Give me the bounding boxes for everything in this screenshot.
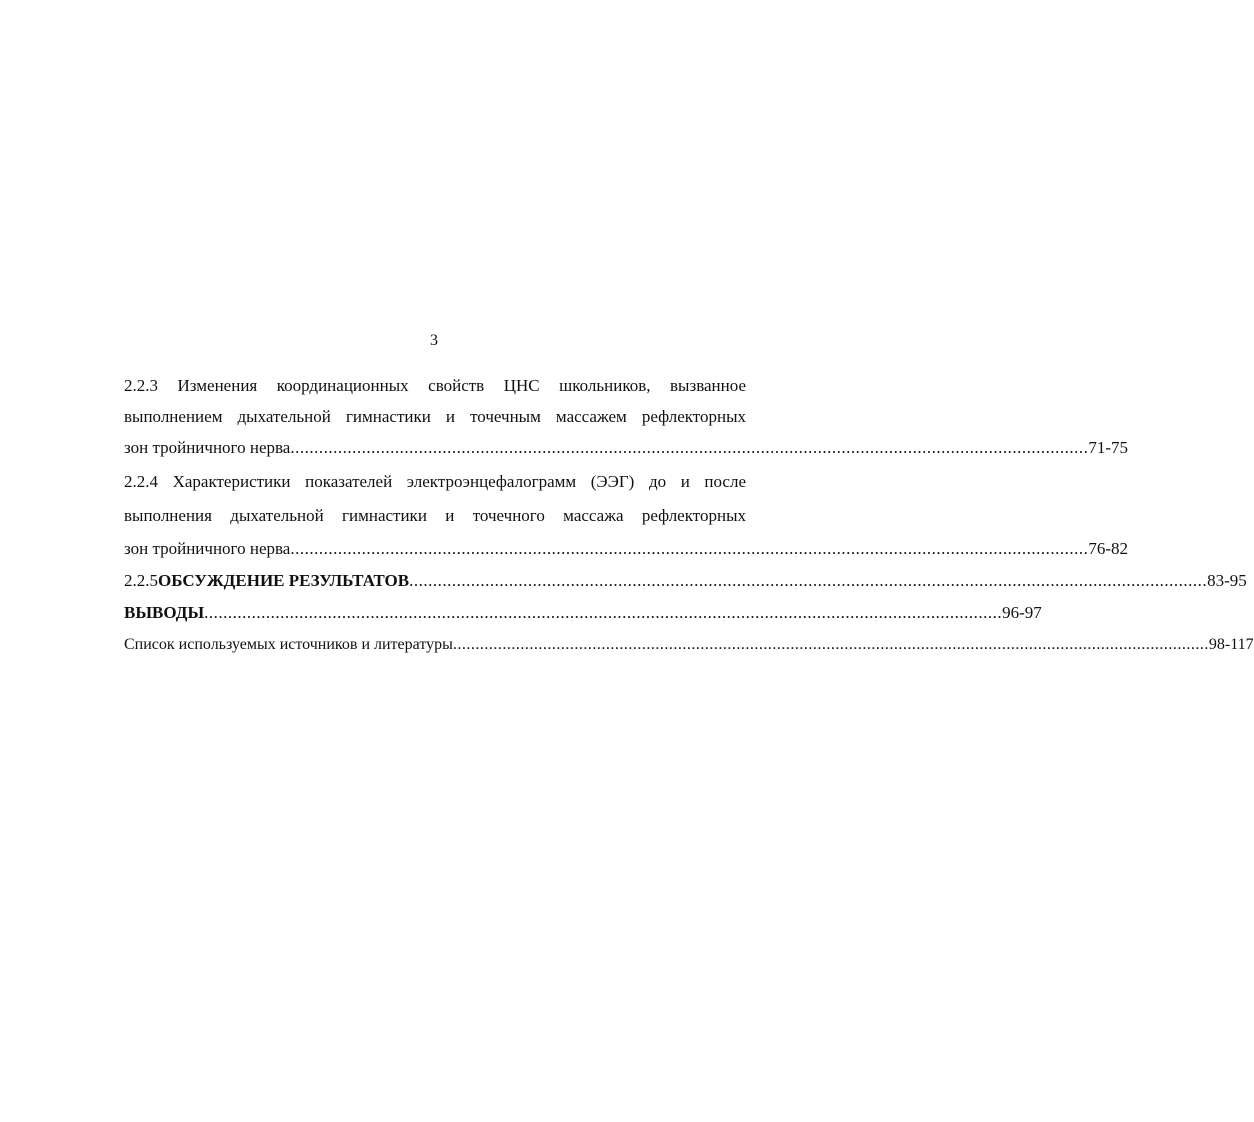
dot-leader: ........................................................................................................................................................................ <box>204 603 1003 622</box>
dot-leader: ........................................................................................................................................................................ <box>409 571 1208 590</box>
toc-page-range: 98-117 <box>1208 636 1254 653</box>
toc-entry-2-2-5 <box>124 567 1247 595</box>
toc-entry-2-2-4-line-3 <box>124 535 1129 563</box>
toc-entry-conclusions <box>124 599 1042 627</box>
toc-entry-2-2-4-line-2: выполнения дыхательной гимнастики и точечного массажа рефлекторных <box>124 506 746 525</box>
toc-entry-2-2-3-line-3 <box>124 434 1129 462</box>
dot-leader: ........................................................................................................................................................................ <box>290 539 1089 558</box>
toc-entry-title: ВЫВОДЫ <box>124 603 205 622</box>
toc-entry-2-2-3-line-2: выполнением дыхательной гимнастики и точечным массажем рефлекторных <box>124 407 746 426</box>
toc-page-range: 71-75 <box>1088 438 1129 457</box>
page-number: 3 <box>430 332 438 349</box>
dot-leader: ........................................................................................................................................................................ <box>452 636 1209 653</box>
toc-page-range: 76-82 <box>1088 539 1129 558</box>
toc-entry-number: 2.2.5 <box>124 571 158 590</box>
toc-entry-title: ОБСУЖДЕНИЕ РЕЗУЛЬТАТОВ <box>158 571 410 590</box>
toc-entry-title: Список используемых источников и литературы <box>124 636 453 653</box>
dot-leader: ........................................................................................................................................................................ <box>290 438 1089 457</box>
toc-entry-2-2-3-line-1: 2.2.3 Изменения координационных свойств ЦНС школьников, вызванное <box>124 376 746 395</box>
toc-entry-references <box>124 631 1254 659</box>
toc-entry-2-2-4-line-1: 2.2.4 Характеристики показателей электроэнцефалограмм (ЭЭГ) до и после <box>124 472 746 491</box>
toc-page-range: 83-95 <box>1207 571 1247 590</box>
toc-page-range: 96-97 <box>1002 603 1042 622</box>
toc-entry-label: зон тройничного нерва <box>124 539 291 558</box>
toc-entry-label: зон тройничного нерва <box>124 438 291 457</box>
